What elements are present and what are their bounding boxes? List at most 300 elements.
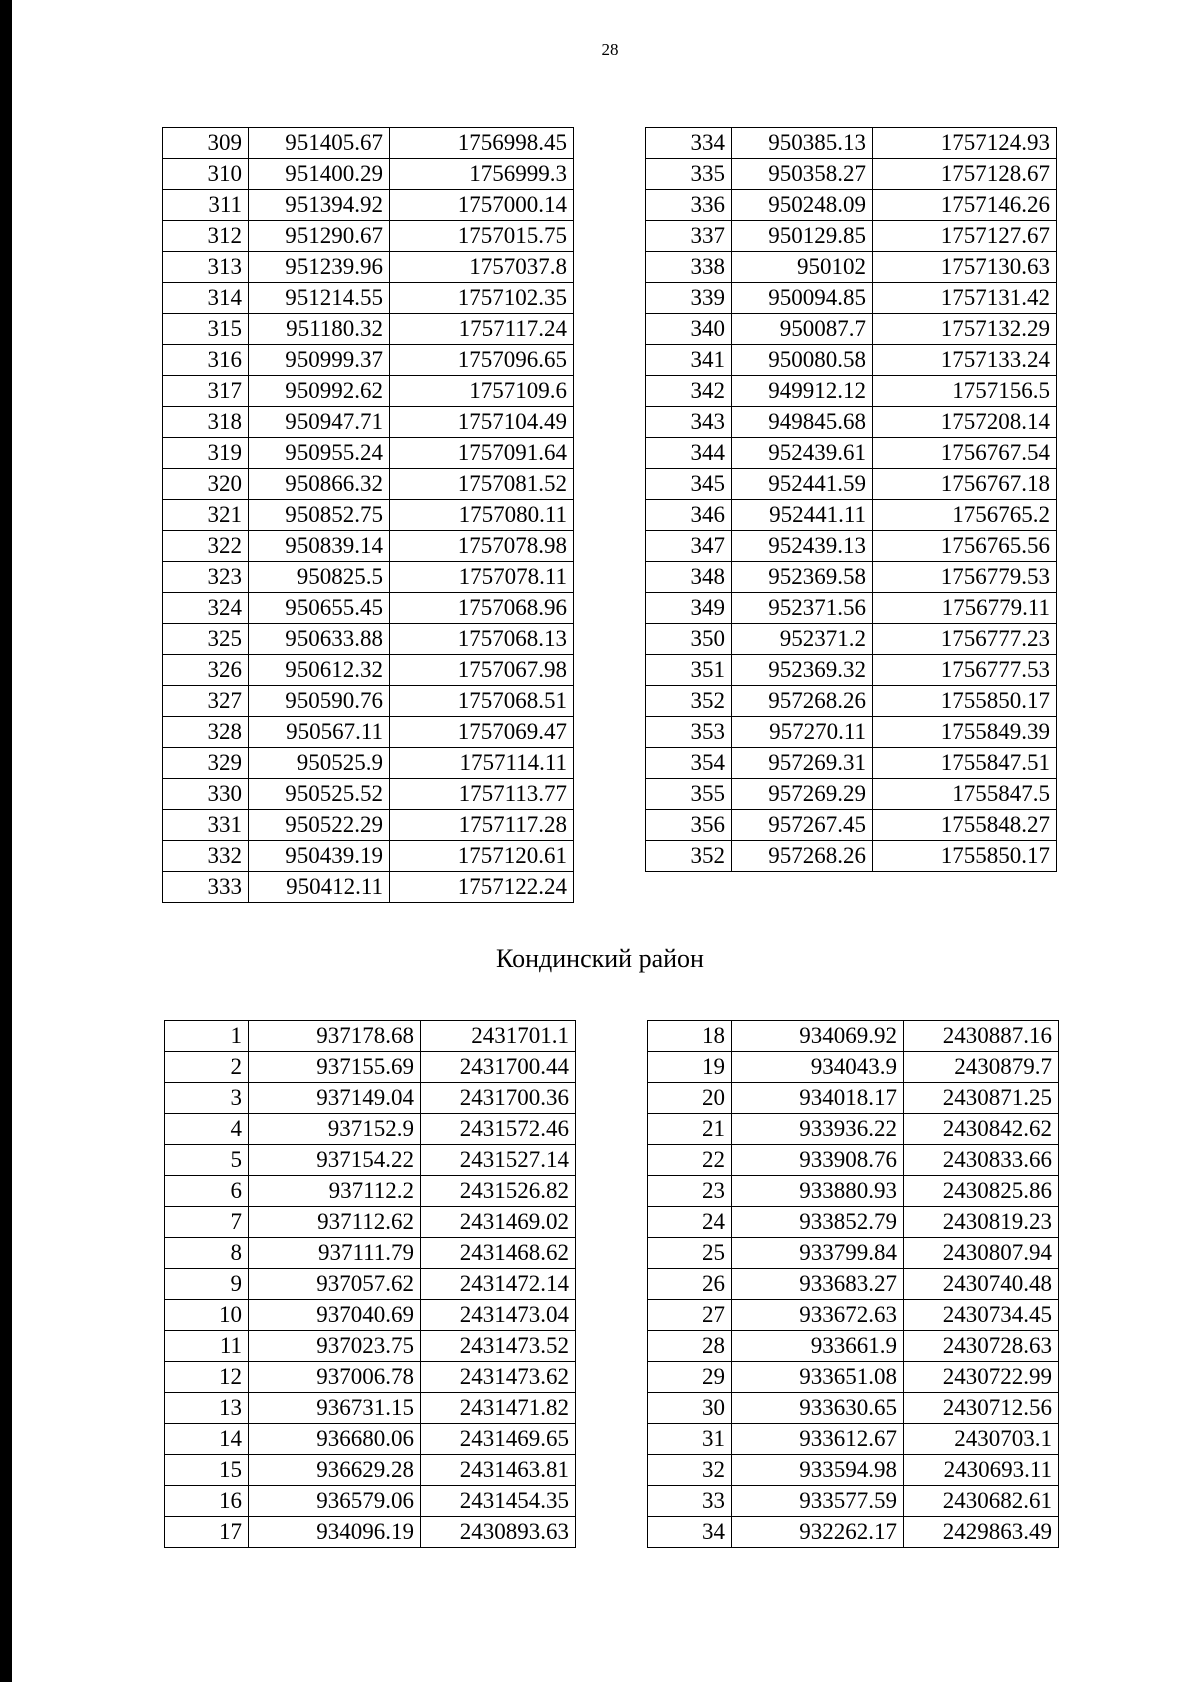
y-coordinate-cell: 2431700.36 [421, 1083, 576, 1114]
x-coordinate-cell: 957267.45 [732, 810, 873, 841]
point-number-cell: 341 [646, 345, 732, 376]
point-number-cell: 323 [163, 562, 249, 593]
y-coordinate-cell: 2429863.49 [904, 1517, 1059, 1548]
y-coordinate-cell: 1757132.29 [873, 314, 1057, 345]
x-coordinate-cell: 951400.29 [249, 159, 390, 190]
point-number-cell: 18 [648, 1021, 732, 1052]
table-row [648, 1021, 1059, 1052]
x-coordinate-cell: 937040.69 [249, 1300, 421, 1331]
table-row [646, 283, 1057, 314]
x-coordinate-cell: 933799.84 [732, 1238, 904, 1269]
point-number-cell: 346 [646, 500, 732, 531]
x-coordinate-cell: 950525.9 [249, 748, 390, 779]
table-row [646, 314, 1057, 345]
table-row [646, 624, 1057, 655]
table-row [165, 1424, 576, 1455]
table-row [646, 407, 1057, 438]
point-number-cell: 309 [163, 128, 249, 159]
point-number-cell: 332 [163, 841, 249, 872]
y-coordinate-cell: 2430871.25 [904, 1083, 1059, 1114]
table-row [163, 252, 574, 283]
table-row [646, 221, 1057, 252]
point-number-cell: 328 [163, 717, 249, 748]
table-row [648, 1424, 1059, 1455]
y-coordinate-cell: 1757096.65 [390, 345, 574, 376]
point-number-cell: 351 [646, 655, 732, 686]
y-coordinate-cell: 1757068.96 [390, 593, 574, 624]
y-coordinate-cell: 2431463.81 [421, 1455, 576, 1486]
table-row [163, 593, 574, 624]
point-number-cell: 324 [163, 593, 249, 624]
x-coordinate-cell: 950080.58 [732, 345, 873, 376]
table-row [165, 1083, 576, 1114]
x-coordinate-cell: 934096.19 [249, 1517, 421, 1548]
table-row [646, 469, 1057, 500]
point-number-cell: 322 [163, 531, 249, 562]
table-row [165, 1207, 576, 1238]
y-coordinate-cell: 1757122.24 [390, 872, 574, 903]
y-coordinate-cell: 1757037.8 [390, 252, 574, 283]
x-coordinate-cell: 950655.45 [249, 593, 390, 624]
x-coordinate-cell: 952441.11 [732, 500, 873, 531]
y-coordinate-cell: 1757113.77 [390, 779, 574, 810]
y-coordinate-cell: 1757114.11 [390, 748, 574, 779]
table-row [646, 252, 1057, 283]
y-coordinate-cell: 2430879.7 [904, 1052, 1059, 1083]
table-row [163, 872, 574, 903]
point-number-cell: 21 [648, 1114, 732, 1145]
point-number-cell: 27 [648, 1300, 732, 1331]
y-coordinate-cell: 1757133.24 [873, 345, 1057, 376]
y-coordinate-cell: 1755848.27 [873, 810, 1057, 841]
table-row [163, 376, 574, 407]
y-coordinate-cell: 1757156.5 [873, 376, 1057, 407]
table-row [163, 779, 574, 810]
x-coordinate-cell: 950412.11 [249, 872, 390, 903]
x-coordinate-cell: 950612.32 [249, 655, 390, 686]
x-coordinate-cell: 950525.52 [249, 779, 390, 810]
table-row [646, 779, 1057, 810]
y-coordinate-cell: 2430887.16 [904, 1021, 1059, 1052]
x-coordinate-cell: 950825.5 [249, 562, 390, 593]
x-coordinate-cell: 937155.69 [249, 1052, 421, 1083]
point-number-cell: 32 [648, 1455, 732, 1486]
point-number-cell: 24 [648, 1207, 732, 1238]
table-row [163, 407, 574, 438]
y-coordinate-cell: 1757124.93 [873, 128, 1057, 159]
x-coordinate-cell: 957268.26 [732, 686, 873, 717]
point-number-cell: 320 [163, 469, 249, 500]
point-number-cell: 350 [646, 624, 732, 655]
table-row [646, 562, 1057, 593]
x-coordinate-cell: 950633.88 [249, 624, 390, 655]
y-coordinate-cell: 1756779.53 [873, 562, 1057, 593]
x-coordinate-cell: 937154.22 [249, 1145, 421, 1176]
point-number-cell: 31 [648, 1424, 732, 1455]
table-row [165, 1052, 576, 1083]
y-coordinate-cell: 2431526.82 [421, 1176, 576, 1207]
y-coordinate-cell: 1757208.14 [873, 407, 1057, 438]
point-number-cell: 3 [165, 1083, 249, 1114]
table-row [648, 1300, 1059, 1331]
x-coordinate-cell: 950094.85 [732, 283, 873, 314]
point-number-cell: 329 [163, 748, 249, 779]
point-number-cell: 326 [163, 655, 249, 686]
x-coordinate-cell: 933908.76 [732, 1145, 904, 1176]
y-coordinate-cell: 2430819.23 [904, 1207, 1059, 1238]
y-coordinate-cell: 1757068.51 [390, 686, 574, 717]
table-row [163, 562, 574, 593]
table-row [165, 1300, 576, 1331]
table-row [163, 283, 574, 314]
point-number-cell: 23 [648, 1176, 732, 1207]
y-coordinate-cell: 1756777.53 [873, 655, 1057, 686]
y-coordinate-cell: 2430893.63 [421, 1517, 576, 1548]
point-number-cell: 313 [163, 252, 249, 283]
point-number-cell: 34 [648, 1517, 732, 1548]
x-coordinate-cell: 933661.9 [732, 1331, 904, 1362]
y-coordinate-cell: 1756765.56 [873, 531, 1057, 562]
y-coordinate-cell: 1755847.51 [873, 748, 1057, 779]
y-coordinate-cell: 1756998.45 [390, 128, 574, 159]
y-coordinate-cell: 2430807.94 [904, 1238, 1059, 1269]
point-number-cell: 316 [163, 345, 249, 376]
x-coordinate-cell: 950385.13 [732, 128, 873, 159]
y-coordinate-cell: 1756999.3 [390, 159, 574, 190]
x-coordinate-cell: 936680.06 [249, 1424, 421, 1455]
x-coordinate-cell: 934018.17 [732, 1083, 904, 1114]
point-number-cell: 356 [646, 810, 732, 841]
x-coordinate-cell: 933936.22 [732, 1114, 904, 1145]
table-row [163, 686, 574, 717]
table-row [165, 1238, 576, 1269]
y-coordinate-cell: 2431469.65 [421, 1424, 576, 1455]
point-number-cell: 33 [648, 1486, 732, 1517]
table-row [648, 1114, 1059, 1145]
table-row [163, 717, 574, 748]
point-number-cell: 319 [163, 438, 249, 469]
table-row [646, 500, 1057, 531]
point-number-cell: 22 [648, 1145, 732, 1176]
y-coordinate-cell: 1757146.26 [873, 190, 1057, 221]
point-number-cell: 5 [165, 1145, 249, 1176]
point-number-cell: 312 [163, 221, 249, 252]
point-number-cell: 354 [646, 748, 732, 779]
coordinates-table-upper-left [162, 127, 574, 903]
point-number-cell: 17 [165, 1517, 249, 1548]
x-coordinate-cell: 950248.09 [732, 190, 873, 221]
point-number-cell: 8 [165, 1238, 249, 1269]
x-coordinate-cell: 950852.75 [249, 500, 390, 531]
y-coordinate-cell: 1755849.39 [873, 717, 1057, 748]
x-coordinate-cell: 951290.67 [249, 221, 390, 252]
x-coordinate-cell: 952439.61 [732, 438, 873, 469]
y-coordinate-cell: 2431527.14 [421, 1145, 576, 1176]
x-coordinate-cell: 937112.62 [249, 1207, 421, 1238]
x-coordinate-cell: 957270.11 [732, 717, 873, 748]
table-row [646, 345, 1057, 376]
y-coordinate-cell: 2430825.86 [904, 1176, 1059, 1207]
x-coordinate-cell: 933651.08 [732, 1362, 904, 1393]
table-row [648, 1176, 1059, 1207]
x-coordinate-cell: 934069.92 [732, 1021, 904, 1052]
point-number-cell: 28 [648, 1331, 732, 1362]
x-coordinate-cell: 933852.79 [732, 1207, 904, 1238]
table-row [163, 841, 574, 872]
y-coordinate-cell: 1757127.67 [873, 221, 1057, 252]
x-coordinate-cell: 937057.62 [249, 1269, 421, 1300]
x-coordinate-cell: 950522.29 [249, 810, 390, 841]
x-coordinate-cell: 950129.85 [732, 221, 873, 252]
table-row [648, 1517, 1059, 1548]
y-coordinate-cell: 1757078.11 [390, 562, 574, 593]
y-coordinate-cell: 1757104.49 [390, 407, 574, 438]
table-row [165, 1331, 576, 1362]
x-coordinate-cell: 936731.15 [249, 1393, 421, 1424]
x-coordinate-cell: 957269.31 [732, 748, 873, 779]
y-coordinate-cell: 1757078.98 [390, 531, 574, 562]
y-coordinate-cell: 2431473.04 [421, 1300, 576, 1331]
point-number-cell: 355 [646, 779, 732, 810]
point-number-cell: 352 [646, 686, 732, 717]
table-row [646, 810, 1057, 841]
table-row [648, 1238, 1059, 1269]
point-number-cell: 333 [163, 872, 249, 903]
x-coordinate-cell: 950087.7 [732, 314, 873, 345]
y-coordinate-cell: 2430693.11 [904, 1455, 1059, 1486]
y-coordinate-cell: 2430740.48 [904, 1269, 1059, 1300]
x-coordinate-cell: 952371.56 [732, 593, 873, 624]
point-number-cell: 26 [648, 1269, 732, 1300]
x-coordinate-cell: 951239.96 [249, 252, 390, 283]
x-coordinate-cell: 950590.76 [249, 686, 390, 717]
x-coordinate-cell: 957269.29 [732, 779, 873, 810]
table-row [646, 686, 1057, 717]
point-number-cell: 12 [165, 1362, 249, 1393]
point-number-cell: 347 [646, 531, 732, 562]
table-row [165, 1176, 576, 1207]
table-row [648, 1145, 1059, 1176]
y-coordinate-cell: 2431701.1 [421, 1021, 576, 1052]
point-number-cell: 330 [163, 779, 249, 810]
y-coordinate-cell: 2431572.46 [421, 1114, 576, 1145]
point-number-cell: 327 [163, 686, 249, 717]
point-number-cell: 7 [165, 1207, 249, 1238]
scan-edge-bar [0, 0, 12, 1682]
point-number-cell: 2 [165, 1052, 249, 1083]
y-coordinate-cell: 2430722.99 [904, 1362, 1059, 1393]
point-number-cell: 338 [646, 252, 732, 283]
x-coordinate-cell: 933594.98 [732, 1455, 904, 1486]
point-number-cell: 311 [163, 190, 249, 221]
point-number-cell: 321 [163, 500, 249, 531]
table-row [165, 1517, 576, 1548]
table-row [648, 1331, 1059, 1362]
coordinates-table-upper-right [645, 127, 1057, 872]
y-coordinate-cell: 1757128.67 [873, 159, 1057, 190]
table-row [648, 1207, 1059, 1238]
x-coordinate-cell: 934043.9 [732, 1052, 904, 1083]
point-number-cell: 337 [646, 221, 732, 252]
y-coordinate-cell: 1757080.11 [390, 500, 574, 531]
table-row [648, 1362, 1059, 1393]
y-coordinate-cell: 2431472.14 [421, 1269, 576, 1300]
x-coordinate-cell: 936579.06 [249, 1486, 421, 1517]
x-coordinate-cell: 952371.2 [732, 624, 873, 655]
table-row [648, 1083, 1059, 1114]
table-row [165, 1455, 576, 1486]
y-coordinate-cell: 2430682.61 [904, 1486, 1059, 1517]
y-coordinate-cell: 1757120.61 [390, 841, 574, 872]
x-coordinate-cell: 950947.71 [249, 407, 390, 438]
x-coordinate-cell: 933630.65 [732, 1393, 904, 1424]
point-number-cell: 1 [165, 1021, 249, 1052]
y-coordinate-cell: 1757068.13 [390, 624, 574, 655]
table-row [646, 190, 1057, 221]
x-coordinate-cell: 952369.58 [732, 562, 873, 593]
table-row [163, 190, 574, 221]
table-row [646, 531, 1057, 562]
y-coordinate-cell: 1755850.17 [873, 686, 1057, 717]
y-coordinate-cell: 2431468.62 [421, 1238, 576, 1269]
y-coordinate-cell: 1756767.18 [873, 469, 1057, 500]
y-coordinate-cell: 1756777.23 [873, 624, 1057, 655]
point-number-cell: 13 [165, 1393, 249, 1424]
point-number-cell: 20 [648, 1083, 732, 1114]
y-coordinate-cell: 2431473.52 [421, 1331, 576, 1362]
x-coordinate-cell: 951214.55 [249, 283, 390, 314]
table-row [646, 438, 1057, 469]
section-title: Кондинский район [496, 944, 704, 973]
x-coordinate-cell: 951405.67 [249, 128, 390, 159]
point-number-cell: 25 [648, 1238, 732, 1269]
y-coordinate-cell: 1757000.14 [390, 190, 574, 221]
point-number-cell: 15 [165, 1455, 249, 1486]
y-coordinate-cell: 2430734.45 [904, 1300, 1059, 1331]
x-coordinate-cell: 933880.93 [732, 1176, 904, 1207]
point-number-cell: 4 [165, 1114, 249, 1145]
x-coordinate-cell: 937023.75 [249, 1331, 421, 1362]
y-coordinate-cell: 2431700.44 [421, 1052, 576, 1083]
y-coordinate-cell: 1757117.24 [390, 314, 574, 345]
x-coordinate-cell: 952441.59 [732, 469, 873, 500]
y-coordinate-cell: 1757069.47 [390, 717, 574, 748]
table-row [648, 1052, 1059, 1083]
point-number-cell: 317 [163, 376, 249, 407]
y-coordinate-cell: 1757109.6 [390, 376, 574, 407]
y-coordinate-cell: 1757102.35 [390, 283, 574, 314]
point-number-cell: 310 [163, 159, 249, 190]
x-coordinate-cell: 950866.32 [249, 469, 390, 500]
x-coordinate-cell: 950102 [732, 252, 873, 283]
table-row [165, 1362, 576, 1393]
point-number-cell: 318 [163, 407, 249, 438]
x-coordinate-cell: 933612.67 [732, 1424, 904, 1455]
x-coordinate-cell: 933683.27 [732, 1269, 904, 1300]
table-row [163, 469, 574, 500]
coordinates-table-lower-left [164, 1020, 576, 1548]
point-number-cell: 325 [163, 624, 249, 655]
y-coordinate-cell: 2430712.56 [904, 1393, 1059, 1424]
y-coordinate-cell: 1756779.11 [873, 593, 1057, 624]
point-number-cell: 9 [165, 1269, 249, 1300]
table-row [163, 438, 574, 469]
x-coordinate-cell: 949912.12 [732, 376, 873, 407]
y-coordinate-cell: 1756767.54 [873, 438, 1057, 469]
point-number-cell: 339 [646, 283, 732, 314]
point-number-cell: 10 [165, 1300, 249, 1331]
point-number-cell: 334 [646, 128, 732, 159]
point-number-cell: 352 [646, 841, 732, 872]
table-row [648, 1486, 1059, 1517]
table-row [646, 376, 1057, 407]
x-coordinate-cell: 950999.37 [249, 345, 390, 376]
table-row [163, 624, 574, 655]
table-row [648, 1269, 1059, 1300]
point-number-cell: 19 [648, 1052, 732, 1083]
table-row [646, 593, 1057, 624]
y-coordinate-cell: 1755850.17 [873, 841, 1057, 872]
y-coordinate-cell: 1757081.52 [390, 469, 574, 500]
y-coordinate-cell: 1757067.98 [390, 655, 574, 686]
x-coordinate-cell: 950839.14 [249, 531, 390, 562]
point-number-cell: 14 [165, 1424, 249, 1455]
table-row [648, 1455, 1059, 1486]
point-number-cell: 30 [648, 1393, 732, 1424]
x-coordinate-cell: 937152.9 [249, 1114, 421, 1145]
table-row [163, 500, 574, 531]
y-coordinate-cell: 2431473.62 [421, 1362, 576, 1393]
table-row [646, 159, 1057, 190]
y-coordinate-cell: 2431471.82 [421, 1393, 576, 1424]
point-number-cell: 11 [165, 1331, 249, 1362]
table-row [163, 345, 574, 376]
point-number-cell: 336 [646, 190, 732, 221]
point-number-cell: 29 [648, 1362, 732, 1393]
table-row [165, 1269, 576, 1300]
table-row [163, 221, 574, 252]
x-coordinate-cell: 952369.32 [732, 655, 873, 686]
point-number-cell: 343 [646, 407, 732, 438]
table-row [163, 810, 574, 841]
point-number-cell: 342 [646, 376, 732, 407]
point-number-cell: 315 [163, 314, 249, 345]
table-row [646, 717, 1057, 748]
table-row [646, 655, 1057, 686]
y-coordinate-cell: 1757091.64 [390, 438, 574, 469]
x-coordinate-cell: 932262.17 [732, 1517, 904, 1548]
x-coordinate-cell: 951180.32 [249, 314, 390, 345]
x-coordinate-cell: 950955.24 [249, 438, 390, 469]
x-coordinate-cell: 957268.26 [732, 841, 873, 872]
point-number-cell: 16 [165, 1486, 249, 1517]
y-coordinate-cell: 1757130.63 [873, 252, 1057, 283]
table-row [165, 1114, 576, 1145]
coordinates-table-lower-right [647, 1020, 1059, 1548]
x-coordinate-cell: 937178.68 [249, 1021, 421, 1052]
x-coordinate-cell: 950567.11 [249, 717, 390, 748]
x-coordinate-cell: 937149.04 [249, 1083, 421, 1114]
point-number-cell: 335 [646, 159, 732, 190]
y-coordinate-cell: 1757015.75 [390, 221, 574, 252]
y-coordinate-cell: 2430833.66 [904, 1145, 1059, 1176]
table-row [163, 128, 574, 159]
y-coordinate-cell: 2431454.35 [421, 1486, 576, 1517]
point-number-cell: 331 [163, 810, 249, 841]
x-coordinate-cell: 950358.27 [732, 159, 873, 190]
table-row [163, 531, 574, 562]
x-coordinate-cell: 937006.78 [249, 1362, 421, 1393]
